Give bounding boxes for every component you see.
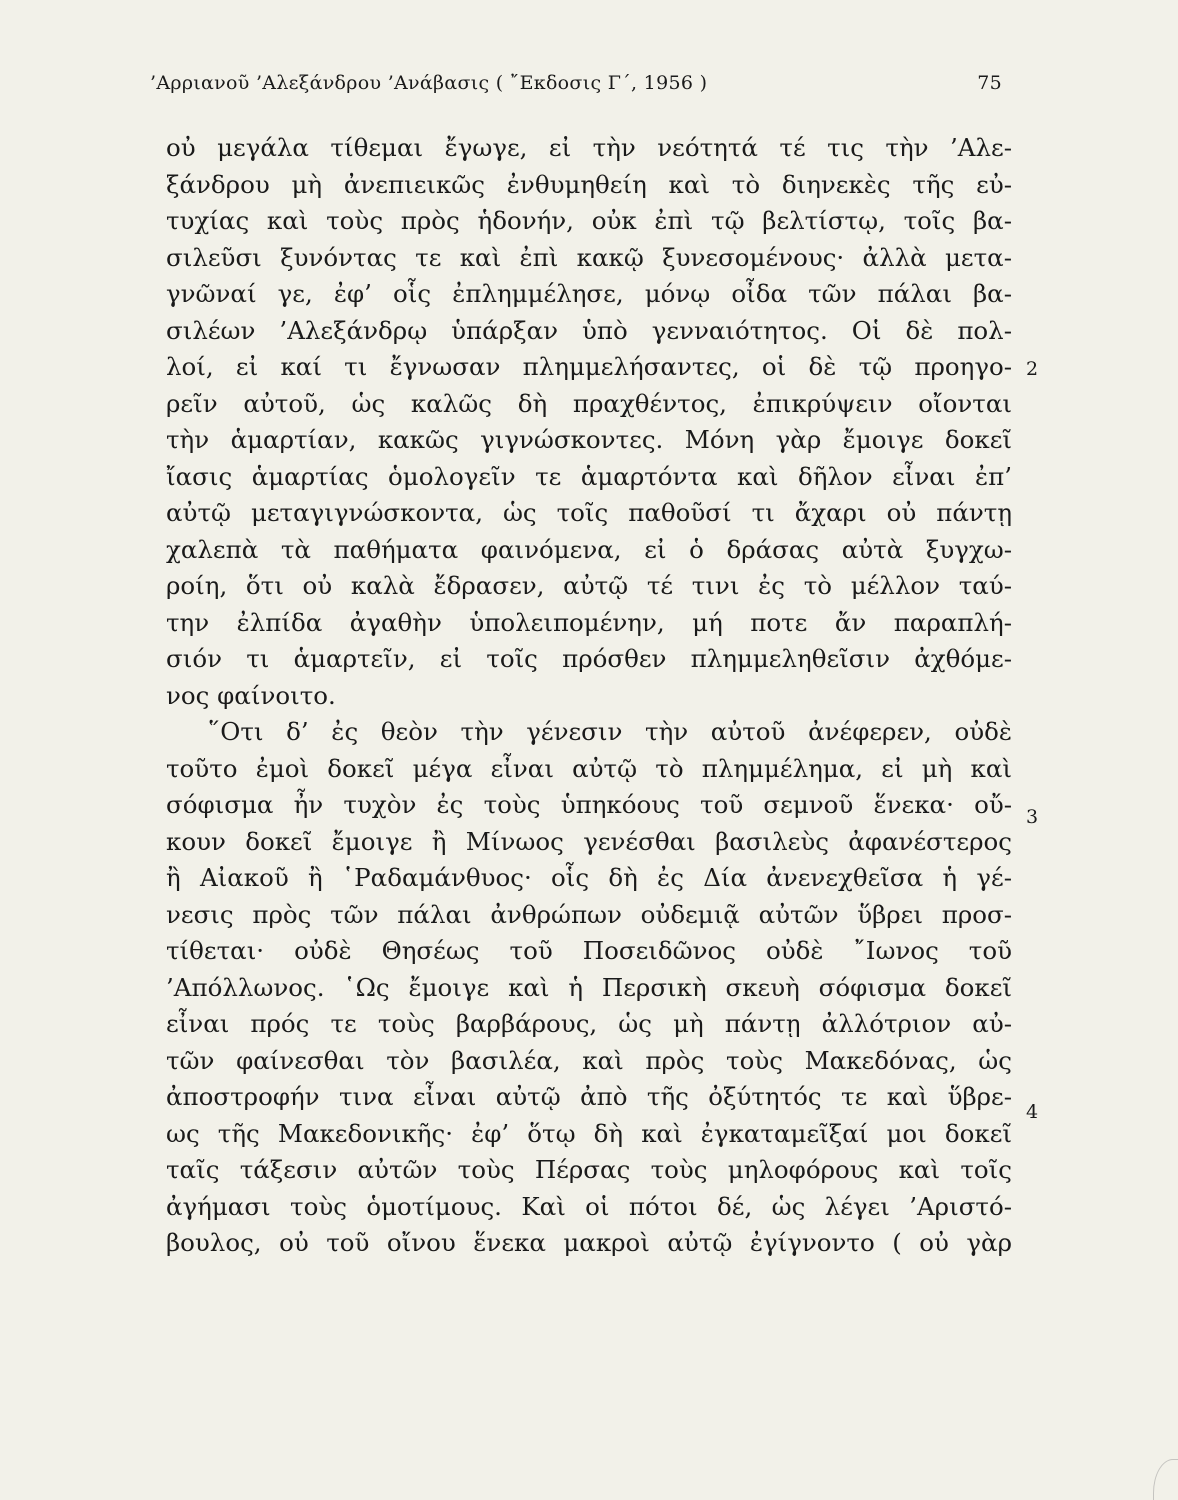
text-line: ἴασις ἁμαρτίας ὁμολογεῖν τε ἁμαρτόντα καὶ δῆλον εἶναι ἐπ’: [166, 461, 1012, 491]
text-line: τῶν φαίνεσθαι τὸν βασιλέα, καὶ πρὸς τοὺς Μακεδόνας, ὡς: [166, 1045, 1012, 1075]
text-line: ροίη, ὅτι οὐ καλὰ ἔδρασεν, αὐτῷ τέ τινι ἐς τὸ μέλλον ταύ-: [166, 571, 1012, 600]
text-line: ως τῆς Μακεδονικῆς· ἐφ’ ὅτῳ δὴ καὶ ἐγκαταμεῖξαί μοι δοκεῖ: [166, 1118, 1012, 1148]
text-line: ’Απόλλωνος. ῾Ως ἔμοιγε καὶ ἡ Περσικὴ σκευὴ σόφισμα δοκεῖ: [166, 972, 1012, 1002]
text-line: κουν δοκεῖ ἔμοιγε ἢ Μίνωος γενέσθαι βασιλεὺς ἀφανέστερος: [166, 826, 1012, 856]
text-line: ρεῖν αὐτοῦ, ὡς καλῶς δὴ πραχθέντος, ἐπικρύψειν οἴονται: [166, 388, 1012, 418]
page-curl: [1153, 1459, 1178, 1500]
text-line: ἢ Αἰακοῦ ἢ ῾Ραδαμάνθυος· οἷς δὴ ἐς Δία ἀνενεχθεῖσα ἡ γέ-: [166, 863, 1012, 892]
running-header: [150, 72, 1002, 102]
text-line: γνῶναί γε, ἐφ’ οἷς ἐπλημμέλησε, μόνῳ οἶδα τῶν πάλαι βα-: [166, 279, 1012, 308]
section-number: 3: [1026, 806, 1039, 828]
text-line: ξάνδρου μὴ ἀνεπιεικῶς ἐνθυμηθείη καὶ τὸ διηνεκὲς τῆς εὐ-: [166, 169, 1012, 199]
text-line: σιλέων ’Αλεξάνδρῳ ὑπάρξαν ὑπὸ γενναιότητος. Οἱ δὲ πολ-: [166, 315, 1012, 345]
text-line: ταῖς τάξεσιν αὐτῶν τοὺς Πέρσας τοὺς μηλοφόρους καὶ τοῖς: [166, 1155, 1012, 1184]
text-line: τοῦτο ἐμοὶ δοκεῖ μέγα εἶναι αὐτῷ τὸ πλημμέλημα, εἰ μὴ καὶ: [166, 753, 1012, 783]
text-line: χαλεπὰ τὰ παθήματα φαινόμενα, εἰ ὁ δράσας αὐτὰ ξυγχω-: [166, 534, 1012, 564]
greek-text-body: [166, 130, 1012, 1262]
text-line: νος φαίνοιτο.: [166, 680, 336, 710]
text-line: ἀποστροφήν τινα εἶναι αὐτῷ ἀπὸ τῆς ὀξύτητός τε καὶ ὕβρε-: [166, 1082, 1012, 1111]
text-line: τὴν ἁμαρτίαν, κακῶς γιγνώσκοντες. Μόνη γὰρ ἔμοιγε δοκεῖ: [166, 425, 1012, 454]
section-number: 4: [1026, 1101, 1039, 1123]
page-number: 75: [977, 72, 1002, 94]
text-line: σιλεῦσι ξυνόντας τε καὶ ἐπὶ κακῷ ξυνεσομένους· ἀλλὰ μετα-: [166, 242, 1012, 272]
text-line: σόφισμα ἦν τυχὸν ἐς τοὺς ὑπηκόους τοῦ σεμνοῦ ἕνεκα· οὔ-: [166, 790, 1012, 819]
text-line: τυχίας καὶ τοὺς πρὸς ἡδονήν, οὐκ ἐπὶ τῷ βελτίστῳ, τοῖς βα-: [166, 206, 1012, 235]
text-line: σιόν τι ἁμαρτεῖν, εἰ τοῖς πρόσθεν πλημμεληθεῖσιν ἀχθόμε-: [166, 644, 1012, 673]
running-title: ’Αρριανοῦ ’Αλεξάνδρου ’Ανάβασις ( ῎Εκδοσις Γ΄, 1956 ): [150, 72, 708, 94]
text-line: την ἐλπίδα ἀγαθὴν ὑπολειπομένην, μή ποτε ἄν παραπλή-: [166, 607, 1012, 637]
text-line: λοί, εἰ καί τι ἔγνωσαν πλημμελήσαντες, οἱ δὲ τῷ προηγο-: [166, 352, 1012, 381]
text-line: τίθεται· οὐδὲ Θησέως τοῦ Ποσειδῶνος οὐδὲ ῎Ιωνος τοῦ: [166, 936, 1012, 965]
section-number: 2: [1026, 358, 1039, 380]
text-line: ῞Οτι δ’ ἐς θεὸν τὴν γένεσιν τὴν αὐτοῦ ἀνέφερεν, οὐδὲ: [208, 717, 1012, 746]
text-line: ἀγήμασι τοὺς ὁμοτίμους. Καὶ οἱ πότοι δέ, ὡς λέγει ’Αριστό-: [166, 1191, 1012, 1221]
text-line: εἶναι πρός τε τοὺς βαρβάρους, ὡς μὴ πάντῃ ἀλλότριον αὐ-: [166, 1009, 1012, 1038]
text-line: βουλος, οὐ τοῦ οἴνου ἕνεκα μακροὶ αὐτῷ ἐγίγνοντο ( οὐ γὰρ: [166, 1228, 1012, 1257]
text-line: οὐ μεγάλα τίθεμαι ἔγωγε, εἰ τὴν νεότητά τέ τις τὴν ’Αλε-: [166, 133, 1012, 162]
text-line: αὐτῷ μεταγιγνώσκοντα, ὡς τοῖς παθοῦσί τι ἄχαρι οὐ πάντῃ: [166, 498, 1012, 527]
text-line: νεσις πρὸς τῶν πάλαι ἀνθρώπων οὐδεμιᾷ αὐτῶν ὕβρει προσ-: [166, 899, 1012, 929]
